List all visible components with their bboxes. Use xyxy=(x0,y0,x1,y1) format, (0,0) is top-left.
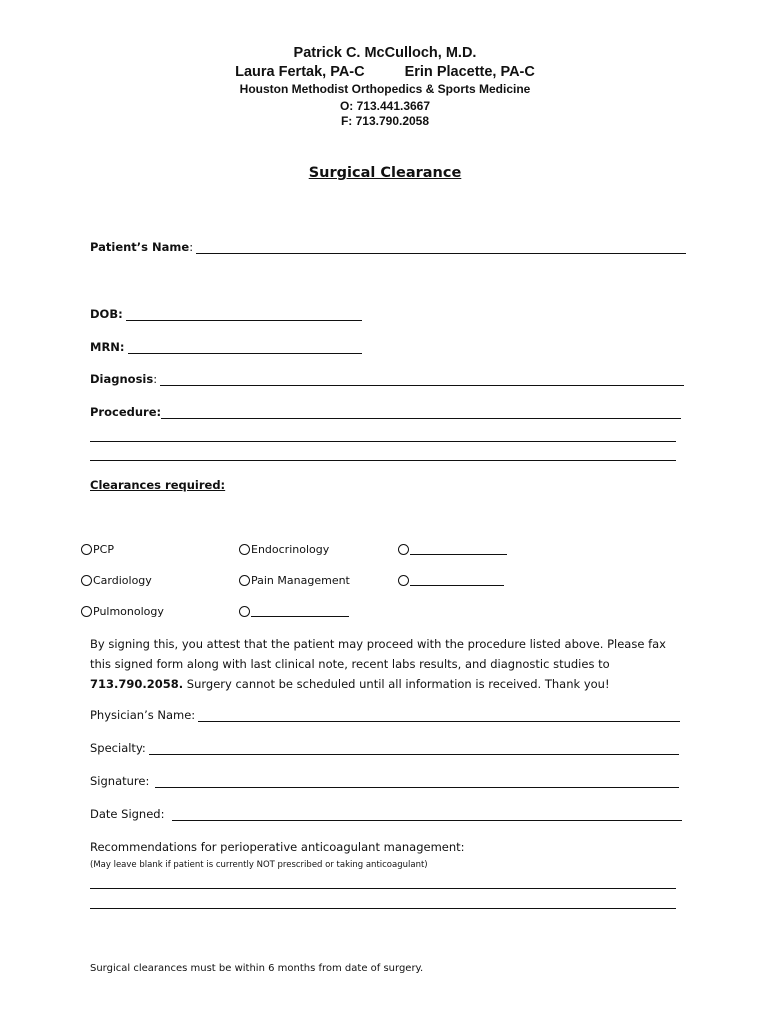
other-3-field[interactable] xyxy=(251,605,349,617)
dob-field[interactable] xyxy=(126,308,362,321)
other-1-radio[interactable] xyxy=(398,544,409,555)
assistants-line xyxy=(0,64,770,80)
attestation-text-1: By signing this, you attest that the patient may proceed with the procedure listed above. Please fax this signed form along with last clinical note, recent labs results, and diagnostic studies to xyxy=(90,637,666,671)
endocrinology-label: Endocrinology xyxy=(251,543,330,556)
attestation-fax-number: 713.790.2058. xyxy=(90,677,184,691)
signature-label: Signature: xyxy=(90,774,150,788)
fax-number: F: 713.790.2058 xyxy=(340,114,430,128)
diagnosis-colon: : xyxy=(153,372,158,386)
signature-row xyxy=(90,774,679,788)
assistant-1: Laura Fertak, PA-C xyxy=(235,64,365,80)
option-pulmonology[interactable] xyxy=(81,605,164,618)
option-cardiology[interactable] xyxy=(81,574,152,587)
recommendations-line-2[interactable] xyxy=(90,908,676,909)
procedure-row xyxy=(90,405,681,419)
option-other-3[interactable] xyxy=(239,605,349,617)
physician-name-field[interactable] xyxy=(198,709,680,722)
diagnosis-row xyxy=(90,372,684,386)
specialty-field[interactable] xyxy=(149,742,679,755)
assistant-2: Erin Placette, PA-C xyxy=(404,64,535,80)
option-pcp[interactable] xyxy=(81,543,114,556)
office-phone: O: 713.441.3667 xyxy=(339,99,431,113)
physician-name-row xyxy=(90,708,680,722)
date-signed-field[interactable] xyxy=(172,808,682,821)
diagnosis-label: Diagnosis xyxy=(90,372,154,386)
procedure-label: Procedure: xyxy=(90,405,162,419)
mrn-label: MRN: xyxy=(90,340,125,354)
cardiology-label: Cardiology xyxy=(93,574,152,587)
dob-row xyxy=(90,307,362,321)
patient-name-label: Patient’s Name xyxy=(90,240,190,254)
date-signed-label: Date Signed: xyxy=(90,807,165,821)
patient-name-field[interactable] xyxy=(196,241,686,254)
pcp-label: PCP xyxy=(93,543,114,556)
other-2-field[interactable] xyxy=(410,574,504,586)
recommendations-line-1[interactable] xyxy=(90,888,676,889)
other-3-radio[interactable] xyxy=(239,606,250,617)
other-2-radio[interactable] xyxy=(398,575,409,586)
endocrinology-radio[interactable] xyxy=(239,544,250,555)
specialty-label: Specialty: xyxy=(90,741,146,755)
option-endocrinology[interactable] xyxy=(239,543,329,556)
mrn-row xyxy=(90,340,362,354)
pcp-radio[interactable] xyxy=(81,544,92,555)
cardiology-radio[interactable] xyxy=(81,575,92,586)
mrn-field[interactable] xyxy=(128,341,362,354)
recommendations-label: Recommendations for perioperative anticoagulant management: xyxy=(90,840,465,854)
signature-field[interactable] xyxy=(155,775,679,788)
clearances-heading: Clearances required: xyxy=(90,478,226,492)
procedure-line-3[interactable] xyxy=(90,460,676,461)
pain-management-radio[interactable] xyxy=(239,575,250,586)
attestation-paragraph xyxy=(90,634,690,694)
physician-name: Patrick C. McCulloch, M.D. xyxy=(293,45,477,61)
option-other-1[interactable] xyxy=(398,543,507,555)
practice-name: Houston Methodist Orthopedics & Sports Medicine xyxy=(239,82,531,96)
option-other-2[interactable] xyxy=(398,574,504,586)
footer-note: Surgical clearances must be within 6 months from date of surgery. xyxy=(90,963,424,974)
pulmonology-label: Pulmonology xyxy=(93,605,164,618)
diagnosis-field[interactable] xyxy=(160,373,684,386)
other-1-field[interactable] xyxy=(410,543,507,555)
option-pain-management[interactable] xyxy=(239,574,350,587)
pulmonology-radio[interactable] xyxy=(81,606,92,617)
pain-management-label: Pain Management xyxy=(251,574,350,587)
date-signed-row xyxy=(90,807,682,821)
page-title: Surgical Clearance xyxy=(308,165,462,181)
patient-name-colon: : xyxy=(189,240,194,254)
attestation-text-2: Surgery cannot be scheduled until all information is received. Thank you! xyxy=(183,677,610,691)
dob-label: DOB: xyxy=(90,307,123,321)
recommendations-note: (May leave blank if patient is currently NOT prescribed or taking anticoagulant) xyxy=(90,860,428,870)
procedure-line-2[interactable] xyxy=(90,441,676,442)
patient-name-row xyxy=(90,240,686,254)
specialty-row xyxy=(90,741,679,755)
physician-name-label: Physician’s Name: xyxy=(90,708,196,722)
procedure-field[interactable] xyxy=(161,406,681,419)
